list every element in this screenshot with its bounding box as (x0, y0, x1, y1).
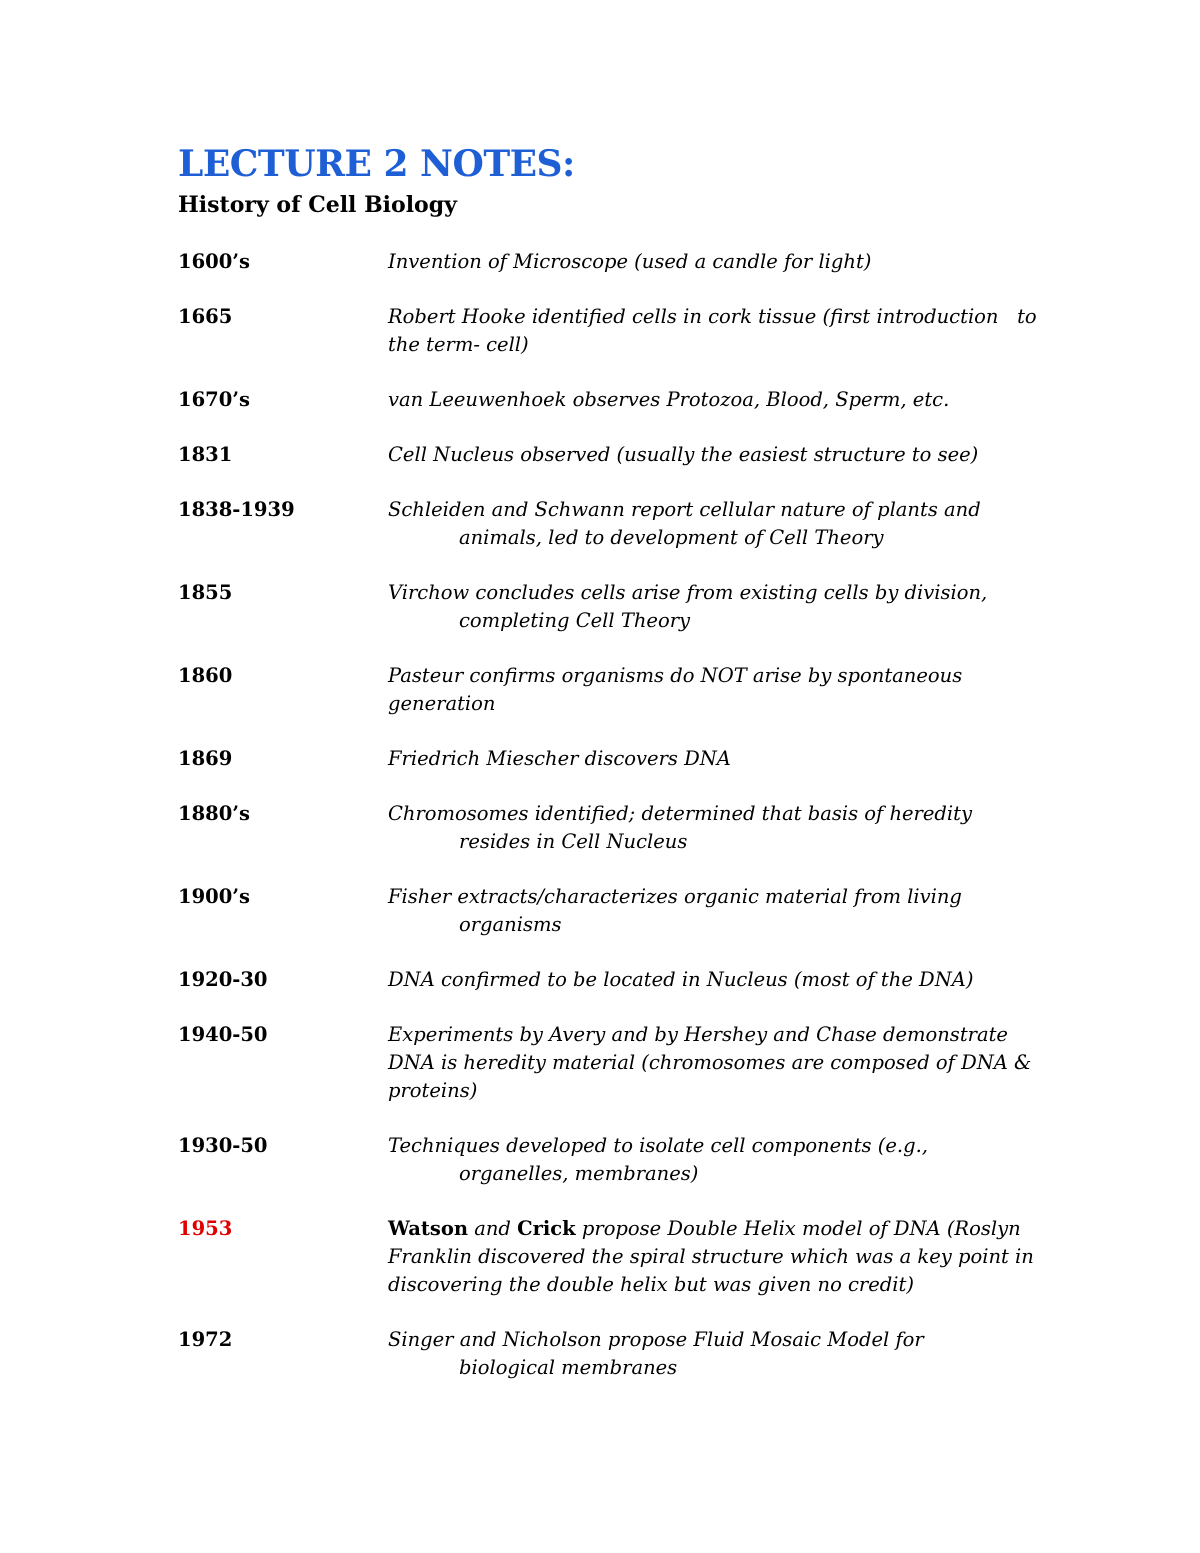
timeline-entry (178, 386, 1038, 414)
entry-line: Friedrich Miescher discovers DNA (388, 747, 731, 770)
timeline-entry (178, 745, 1038, 773)
entry-line: Experiments by Avery and by Hershey and Chase demonstrate (388, 1023, 1008, 1046)
entry-description (388, 745, 1038, 773)
entry-line: Cell Nucleus observed (usually the easiest structure to see) (388, 443, 979, 466)
scientist-name: Crick (517, 1217, 576, 1240)
timeline-entry (178, 441, 1038, 469)
page-title: LECTURE 2 NOTES: (178, 143, 575, 185)
entry-description (388, 662, 1038, 718)
entry-year: 1940-50 (178, 1023, 268, 1046)
entry-year: 1831 (178, 443, 233, 466)
scientist-name: Watson (388, 1217, 469, 1240)
entry-line (388, 1215, 1038, 1243)
entry-year: 1930-50 (178, 1134, 268, 1157)
entry-description (388, 386, 1038, 414)
entry-line: Pasteur confirms organisms do NOT arise by spontaneous (388, 664, 963, 687)
entry-line: Fisher extracts/characterizes organic material from living (388, 885, 962, 908)
entry-line: Franklin discovered the spiral structure which was a key point in (388, 1245, 1034, 1268)
entry-line: organisms (459, 913, 562, 936)
entry-description (388, 1215, 1038, 1299)
timeline-entry (178, 248, 1038, 276)
entry-line-rest: propose Double Helix model of DNA (Roslyn (575, 1217, 1021, 1240)
entry-year: 1953 (178, 1217, 233, 1240)
timeline-entry (178, 579, 1038, 635)
entry-year: 1860 (178, 664, 233, 687)
timeline-entry (178, 800, 1038, 856)
entry-line: the term- cell) (388, 333, 529, 356)
entry-description (388, 496, 1038, 552)
conjunction: and (468, 1217, 518, 1240)
entry-year: 1670’s (178, 388, 251, 411)
timeline-entry (178, 1021, 1038, 1105)
entry-description (388, 1326, 1038, 1382)
entry-description (388, 248, 1038, 276)
entry-line: generation (388, 692, 496, 715)
entry-year: 1665 (178, 305, 233, 328)
entry-line: biological membranes (459, 1356, 678, 1379)
entry-year: 1880’s (178, 802, 251, 825)
timeline-entry-highlight (178, 1215, 1038, 1299)
timeline-entry (178, 303, 1038, 359)
page-subtitle: History of Cell Biology (178, 192, 457, 218)
entry-description (388, 800, 1038, 856)
entry-line: proteins) (388, 1079, 478, 1102)
entry-year: 1855 (178, 581, 233, 604)
entry-year: 1900’s (178, 885, 251, 908)
entry-line: discovering the double helix but was given no credit) (388, 1273, 914, 1296)
entry-line: organelles, membranes) (459, 1162, 699, 1185)
timeline-entry (178, 662, 1038, 718)
entry-description (388, 1021, 1038, 1105)
entry-year: 1838-1939 (178, 498, 295, 521)
entry-description (388, 303, 1038, 359)
timeline-entry (178, 1326, 1038, 1382)
entry-description (388, 966, 1038, 994)
entry-line: resides in Cell Nucleus (459, 830, 688, 853)
timeline-entry (178, 1132, 1038, 1188)
entry-year: 1869 (178, 747, 233, 770)
entry-description (388, 1132, 1038, 1188)
entry-line: animals, led to development of Cell Theory (459, 526, 884, 549)
entry-year: 1972 (178, 1328, 233, 1351)
entry-line: Virchow concludes cells arise from existing cells by division, (388, 581, 988, 604)
entry-description (388, 579, 1038, 635)
timeline (178, 248, 1038, 1409)
timeline-entry (178, 496, 1038, 552)
entry-description (388, 883, 1038, 939)
entry-line: DNA confirmed to be located in Nucleus (most of the DNA) (388, 968, 974, 991)
entry-line: van Leeuwenhoek observes Protozoa, Blood, Sperm, etc. (388, 388, 950, 411)
entry-line: completing Cell Theory (459, 609, 691, 632)
entry-year: 1920-30 (178, 968, 268, 991)
entry-line: Schleiden and Schwann report cellular nature of plants and (388, 498, 981, 521)
timeline-entry (178, 883, 1038, 939)
entry-description (388, 441, 1038, 469)
entry-line: Invention of Microscope (used a candle for light) (388, 250, 872, 273)
entry-line: DNA is heredity material (chromosomes are composed of DNA & (388, 1051, 1032, 1074)
entry-line: Chromosomes identified; determined that basis of heredity (388, 802, 972, 825)
entry-line: Robert Hooke identified cells in cork tissue (first introduction to (388, 305, 1037, 328)
entry-line: Singer and Nicholson propose Fluid Mosaic Model for (388, 1328, 924, 1351)
timeline-entry (178, 966, 1038, 994)
entry-year: 1600’s (178, 250, 251, 273)
entry-line: Techniques developed to isolate cell components (e.g., (388, 1134, 928, 1157)
